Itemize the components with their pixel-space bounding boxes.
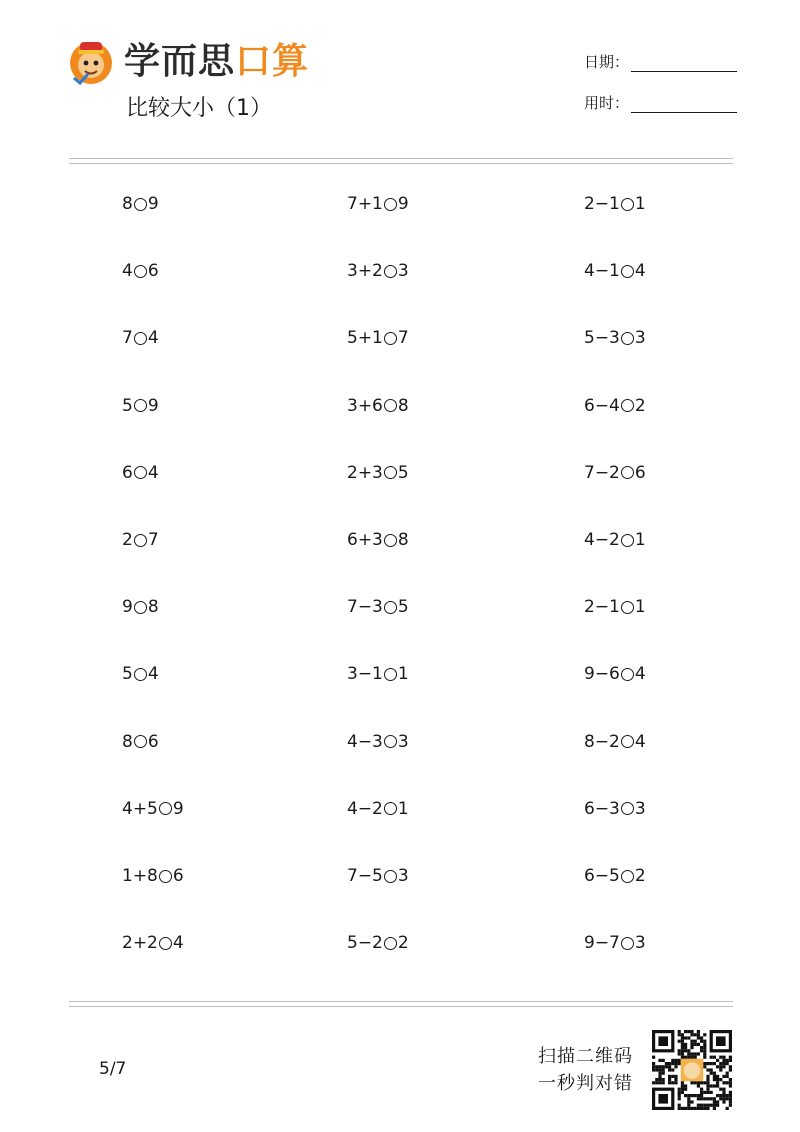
right-expression: 4 — [147, 462, 159, 483]
left-expression: 4−2 — [584, 530, 620, 550]
left-expression: 9−7 — [584, 933, 620, 954]
left-expression: 3+6 — [347, 395, 383, 416]
right-expression: 4 — [634, 664, 646, 685]
comparison-problem — [347, 932, 409, 954]
answer-circle[interactable] — [621, 601, 634, 614]
comparison-problem — [584, 529, 646, 551]
answer-circle[interactable] — [134, 466, 147, 479]
right-expression: 1 — [634, 194, 646, 214]
answer-circle[interactable] — [159, 937, 172, 950]
answer-circle[interactable] — [621, 332, 634, 345]
comparison-problem — [584, 798, 646, 820]
answer-circle[interactable] — [621, 668, 634, 681]
left-expression: 8−2 — [584, 731, 620, 752]
answer-circle[interactable] — [134, 534, 147, 547]
answer-circle[interactable] — [384, 668, 397, 681]
left-expression: 3+2 — [347, 261, 383, 282]
left-expression: 6−3 — [584, 798, 620, 819]
right-expression: 9 — [172, 798, 184, 819]
page-number: 5/7 — [99, 1059, 127, 1079]
right-expression: 3 — [634, 328, 646, 349]
comparison-problem — [122, 865, 184, 887]
left-expression: 4−3 — [347, 731, 383, 752]
comparison-problem — [584, 731, 646, 753]
answer-circle[interactable] — [134, 668, 147, 681]
left-expression: 7−3 — [347, 597, 383, 618]
right-expression: 6 — [147, 261, 159, 282]
right-expression: 5 — [397, 462, 409, 483]
right-expression: 8 — [397, 530, 409, 550]
comparison-problem — [584, 663, 646, 685]
comparison-problem — [347, 596, 409, 618]
right-expression: 9 — [147, 194, 159, 214]
worksheet-title: 比较大小（1） — [126, 96, 272, 121]
left-expression: 9−6 — [584, 664, 620, 685]
right-expression: 1 — [634, 597, 646, 618]
answer-circle[interactable] — [159, 802, 172, 815]
right-expression: 1 — [634, 530, 646, 550]
comparison-problem — [347, 798, 409, 820]
answer-circle[interactable] — [384, 332, 397, 345]
comparison-problem — [347, 260, 409, 282]
answer-circle[interactable] — [384, 870, 397, 883]
comparison-problem — [122, 395, 159, 417]
brand-name: 学而思 — [124, 41, 236, 82]
left-expression: 7+1 — [347, 194, 383, 214]
left-expression: 2 — [122, 530, 133, 550]
answer-circle[interactable] — [134, 601, 147, 614]
left-expression: 8 — [122, 194, 133, 214]
left-expression: 4−2 — [347, 798, 383, 819]
comparison-problem — [584, 596, 646, 618]
time-label: 用时： — [584, 94, 630, 112]
comparison-problem — [122, 327, 159, 349]
right-expression: 6 — [172, 866, 184, 886]
left-expression: 5 — [122, 664, 133, 685]
comparison-problem — [347, 529, 409, 551]
left-expression: 8 — [122, 731, 133, 752]
comparison-problem — [122, 193, 159, 215]
left-expression: 6 — [122, 462, 133, 483]
comparison-problem — [347, 327, 409, 349]
right-expression: 4 — [172, 933, 184, 954]
answer-circle[interactable] — [384, 399, 397, 412]
left-expression: 4−1 — [584, 261, 620, 282]
brand-product: 口算 — [235, 41, 310, 82]
comparison-problem — [122, 596, 159, 618]
comparison-problem — [122, 932, 184, 954]
comparison-problem — [122, 663, 159, 685]
right-expression: 7 — [397, 328, 409, 349]
comparison-problem — [347, 395, 409, 417]
right-expression: 8 — [397, 395, 409, 416]
left-expression: 7−5 — [347, 866, 383, 886]
answer-circle[interactable] — [384, 802, 397, 815]
comparison-problem — [122, 798, 184, 820]
comparison-problem — [584, 327, 646, 349]
answer-circle[interactable] — [621, 265, 634, 278]
comparison-problem — [584, 932, 646, 954]
left-expression: 7−2 — [584, 462, 620, 483]
scan-line-1: 扫描二维码 — [538, 1046, 633, 1067]
answer-circle[interactable] — [134, 198, 147, 211]
right-expression: 6 — [634, 462, 646, 483]
comparison-problem — [347, 663, 409, 685]
comparison-problem — [584, 395, 646, 417]
left-expression: 4 — [122, 261, 133, 282]
right-expression: 3 — [397, 731, 409, 752]
right-expression: 2 — [634, 395, 646, 416]
right-expression: 3 — [634, 798, 646, 819]
bottom-divider — [69, 1001, 733, 1007]
left-expression: 6−5 — [584, 866, 620, 886]
right-expression: 9 — [397, 194, 409, 214]
answer-circle[interactable] — [621, 870, 634, 883]
answer-circle[interactable] — [621, 466, 634, 479]
right-expression: 2 — [397, 933, 409, 954]
answer-circle[interactable] — [384, 198, 397, 211]
answer-circle[interactable] — [621, 399, 634, 412]
left-expression: 9 — [122, 597, 133, 618]
comparison-problem — [122, 529, 159, 551]
answer-circle[interactable] — [384, 466, 397, 479]
scan-instructions — [529, 1043, 633, 1097]
right-expression: 4 — [147, 664, 159, 685]
date-label: 日期： — [584, 53, 630, 71]
comparison-problem — [347, 865, 409, 887]
answer-circle[interactable] — [621, 802, 634, 815]
comparison-problem — [347, 731, 409, 753]
comparison-problem — [584, 462, 646, 484]
right-expression: 4 — [147, 328, 159, 349]
left-expression: 2−1 — [584, 597, 620, 618]
left-expression: 3−1 — [347, 664, 383, 685]
answer-circle[interactable] — [384, 534, 397, 547]
left-expression: 2−1 — [584, 194, 620, 214]
answer-circle[interactable] — [134, 332, 147, 345]
left-expression: 2+2 — [122, 933, 158, 954]
answer-circle[interactable] — [384, 601, 397, 614]
comparison-problem — [584, 865, 646, 887]
comparison-problem — [122, 731, 159, 753]
answer-circle[interactable] — [621, 198, 634, 211]
answer-circle[interactable] — [621, 937, 634, 950]
comparison-problem — [584, 193, 646, 215]
answer-circle[interactable] — [384, 937, 397, 950]
left-expression: 5 — [122, 395, 133, 416]
right-expression: 3 — [634, 933, 646, 954]
left-expression: 2+3 — [347, 462, 383, 483]
answer-circle[interactable] — [134, 735, 147, 748]
right-expression: 4 — [634, 731, 646, 752]
comparison-problem — [122, 260, 159, 282]
left-expression: 6+3 — [347, 530, 383, 550]
answer-circle[interactable] — [384, 735, 397, 748]
answer-circle[interactable] — [621, 534, 634, 547]
left-expression: 4+5 — [122, 798, 158, 819]
right-expression: 9 — [147, 395, 159, 416]
answer-circle[interactable] — [159, 870, 172, 883]
right-expression: 3 — [397, 866, 409, 886]
right-expression: 8 — [147, 597, 159, 618]
left-expression: 7 — [122, 328, 133, 349]
left-expression: 6−4 — [584, 395, 620, 416]
left-expression: 5+1 — [347, 328, 383, 349]
comparison-problem — [584, 260, 646, 282]
scan-line-2: 一秒判对错 — [538, 1073, 633, 1094]
right-expression: 5 — [397, 597, 409, 618]
left-expression: 1+8 — [122, 866, 158, 886]
right-expression: 2 — [634, 866, 646, 886]
comparison-problem — [347, 193, 409, 215]
comparison-problem — [347, 462, 409, 484]
right-expression: 1 — [397, 664, 409, 685]
right-expression: 4 — [634, 261, 646, 282]
right-expression: 7 — [147, 530, 159, 550]
answer-circle[interactable] — [384, 265, 397, 278]
qr-code-icon[interactable] — [652, 1030, 732, 1110]
right-expression: 1 — [397, 798, 409, 819]
right-expression: 3 — [397, 261, 409, 282]
right-expression: 6 — [147, 731, 159, 752]
left-expression: 5−3 — [584, 328, 620, 349]
answer-circle[interactable] — [621, 735, 634, 748]
answer-circle[interactable] — [134, 265, 147, 278]
answer-circle[interactable] — [134, 399, 147, 412]
comparison-problem — [122, 462, 159, 484]
left-expression: 5−2 — [347, 933, 383, 954]
